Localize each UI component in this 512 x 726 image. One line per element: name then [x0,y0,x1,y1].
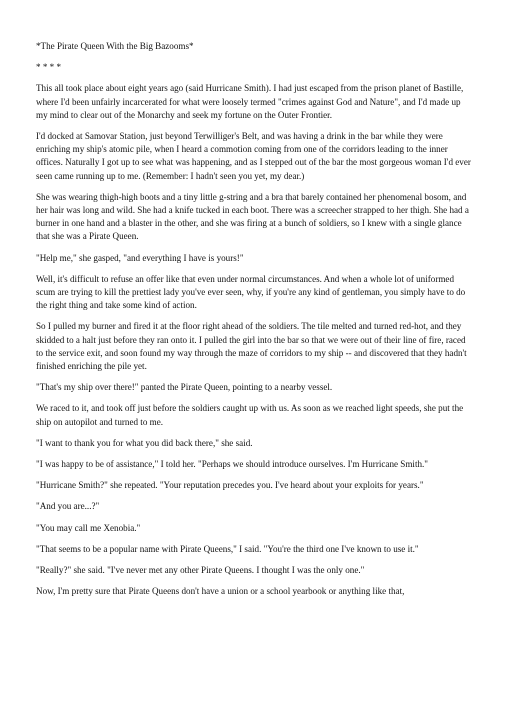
paragraph: Well, it's difficult to refuse an offer like that even under normal circumstances. And when a whole lot of uniformed scum are trying to kill the prettiest lady you've ever seen, why, if you're any kind of gentleman, you simply have to do the right thing and take some kind of action. [36,273,466,311]
section-separator: * * * * [36,62,62,73]
paragraph: "That's my ship over there!" panted the Pirate Queen, pointing to a nearby vessel. [36,382,333,393]
story-title: *The Pirate Queen With the Big Bazooms* [36,41,194,51]
paragraph: "I want to thank you for what you did back there," she said. [36,437,253,448]
paragraph: "I was happy to be of assistance," I told her. "Perhaps we should introduce ourselves. I'm Hurricane Smith." [36,459,429,470]
paragraph: "You may call me Xenobia." [36,522,141,533]
paragraph: "Really?" she said. "I've never met any other Pirate Queens. I thought I was the only one." [36,565,365,576]
paragraph: Now, I'm pretty sure that Pirate Queens don't have a union or a school yearbook or anything like that, [36,586,405,597]
paragraph: I'd docked at Samovar Station, just beyond Terwilliger's Belt, and was having a drink in the bar while they were enriching my ship's atomic pile, when I heard a commotion coming from one of the corridors leading to the inner offices. Naturally I got up to see what was happening, and as I stepped out of the bar the most gorgeous woman I'd ever seen came running up to me. (Remember: I hadn't seen you yet, my dear.) [36,131,471,181]
paragraph: This all took place about eight years ago (said Hurricane Smith). I had just escaped from the prison planet of Bastille, where I'd been unfairly incarcerated for what were loosely termed "crimes against God and Nature", and I'd made up my mind to clear out of the Monarchy and seek my fortune on the Outer Frontier. [36,83,464,120]
paragraph: "Hurricane Smith?" she repeated. "Your reputation precedes you. I've heard about your exploits for years." [36,480,424,491]
paragraph: So I pulled my burner and fired it at the floor right ahead of the soldiers. The tile melted and turned red-hot, and they skidded to a halt just before they ran onto it. I pulled the girl into the bar so that we were out of their line of fire, raced to the service exit, and soon found my way through the maze of corridors to my ship -- and discovered that they hadn't finished enriching the pile yet. [36,321,467,372]
paragraph: We raced to it, and took off just before the soldiers caught up with us. As soon as we reached light speeds, she put the ship on autopilot and turned to me. [36,403,464,427]
paragraph: "Help me," she gasped, "and everything I have is yours!" [36,252,244,263]
paragraph: She was wearing thigh-high boots and a tiny little g-string and a bra that barely contained her phenomenal bosom, and her hair was long and wild. She had a knife tucked in each boot. There was a screecher strapped to her thigh. She had a burner in one hand and a blaster in the other, and she was firing at a bunch of soldiers, so I knew with a single glance that she was a Pirate Queen. [36,191,469,242]
paragraph: "That seems to be a popular name with Pirate Queens," I said. "You're the third one I've known to use it." [36,543,419,554]
paragraph: "And you are...?" [36,501,100,512]
